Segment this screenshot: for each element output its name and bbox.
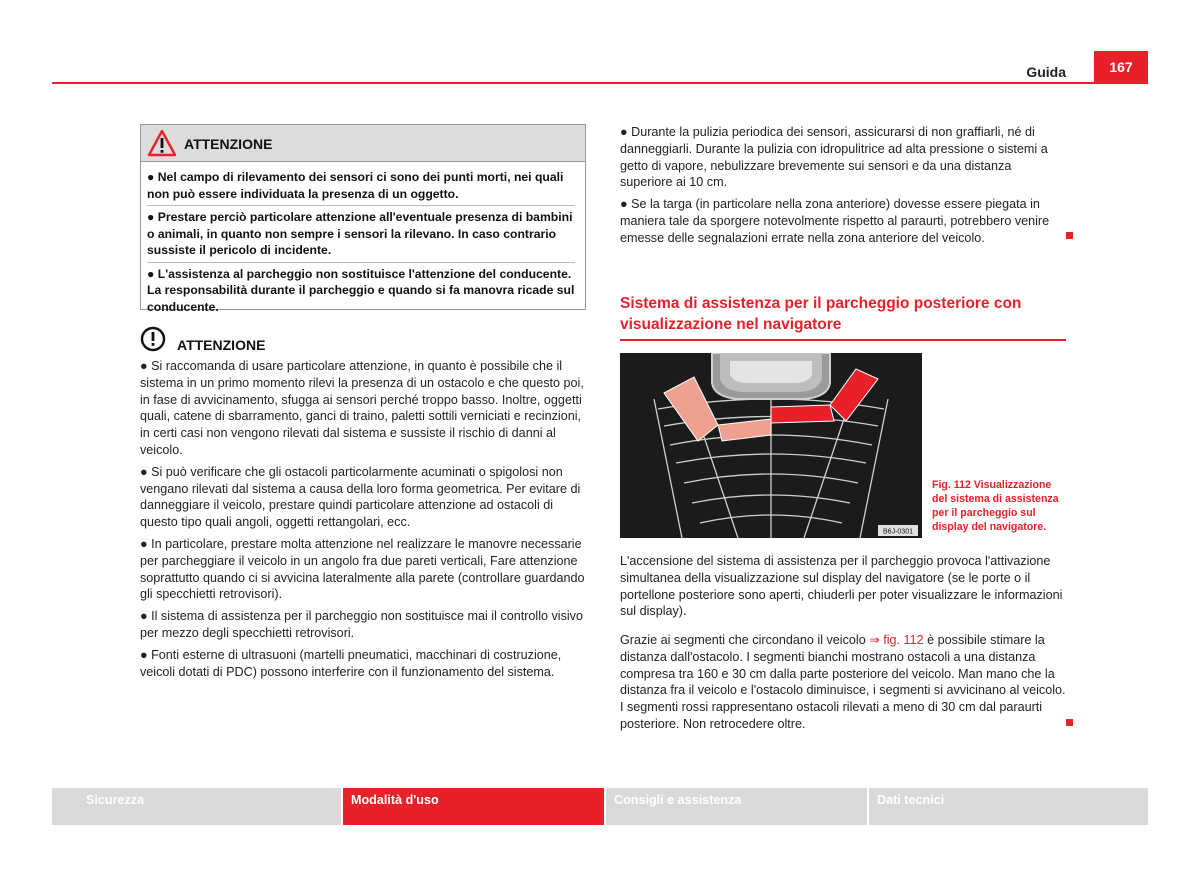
warning-item: ● L'assistenza al parcheggio non sostituisce l'attenzione del conducente. La responsabilità durante il parcheggio e quando si fa manovra ricade sul conducente.	[147, 266, 575, 314]
warning-box-header	[141, 125, 585, 162]
caution-item: ● Fonti esterne di ultrasuoni (martelli pneumatici, macchinari di costruzione, veicoli dotati di PDC) possono interferire con il funzionamento del sistema.	[140, 647, 562, 679]
exclamation-circle-icon	[140, 326, 166, 352]
figure-reference-link[interactable]: ⇒ fig. 112	[869, 633, 924, 647]
warning-box-body	[141, 162, 585, 318]
list-item: ● Se la targa (in particolare nella zona anteriore) dovesse essere piegata in maniera tale da sporgere notevolmente rispetto al paraurti, potrebbero venire emesse delle segnalazioni errate nella zona anteriore del veicolo.	[620, 197, 1050, 245]
list-item: ● Durante la pulizia periodica dei sensori, assicurarsi di non graffiarli, né di danneggiarli. Durante la pulizia con idropulitrice ad alta pressione o sistemi a getto di vapore, nebulizzare brevemente sui sensori e da una distanza superiore ai 10 cm.	[620, 125, 1048, 190]
warning-item: ● Prestare perciò particolare attenzione all'eventuale presenza di bambini o animali, in quanto non sempre i sensori la rilevano. In caso contrario sussiste il pericolo di incidente.	[147, 206, 575, 263]
paragraph	[620, 632, 1066, 733]
car-rear-icon	[712, 353, 830, 399]
page-number: 167	[1094, 51, 1148, 83]
figure-code: B6J-0301	[883, 528, 913, 536]
warning-item: ● Nel campo di rilevamento dei sensori ci sono dei punti morti, nei quali non può essere individuata la presenza di un oggetto.	[147, 166, 575, 206]
warning-triangle-icon	[147, 129, 177, 157]
section-heading: Sistema di assistenza per il parcheggio posteriore con visualizzazione nel navigatore	[620, 293, 1066, 341]
caution-item: ● In particolare, prestare molta attenzione nel realizzare le manovre necessarie per parcheggiare il veicolo in un angolo fra due pareti verticali, Fare attenzione soprattutto quando ci si avvicina lateralmente alla parete (controllare guardando gli specchietti retrovisori).	[140, 536, 585, 602]
paragraph-text: Grazie ai segmenti che circondano il veicolo	[620, 633, 870, 647]
parking-display-graphic	[620, 353, 922, 538]
parking-display-figure	[620, 353, 922, 538]
tab-consigli-assistenza[interactable]: Consigli e assistenza	[606, 788, 867, 825]
warning-box	[140, 124, 586, 314]
caution-item: ● Si può verificare che gli ostacoli particolarmente acuminati o spigolosi non vengano rilevati dal sistema a causa della loro forma geometrica. Per evitare di danneggiare il veicolo, prestare quindi particolare attenzione ad ostacoli di questo tipo quali angoli, oggetti rettangolari, ecc.	[140, 464, 581, 530]
caution-item: ● Si raccomanda di usare particolare attenzione, in quanto è possibile che il sistema in un primo momento rilevi la presenza di un ostacolo e che questo poi, in fase di avvicinamento, sfugga ai sensori perché troppo basso. Inoltre, oggetti quali, catene di sbarramento, ganci di traino, paletti sottili verniciati e recinzioni, in certi casi non vengono rilevati dal sistema e sussiste il rischio di danni al veicolo.	[140, 359, 584, 457]
tab-sicurezza[interactable]: Sicurezza	[52, 788, 341, 825]
header-rule	[52, 82, 1148, 84]
section-end-marker	[1066, 719, 1073, 726]
section-title: Guida	[1026, 64, 1066, 80]
segment-right-inner	[771, 405, 834, 423]
caution-item: ● Il sistema di assistenza per il parcheggio non sostituisce mai il controllo visivo per mezzo degli specchietti retrovisori.	[140, 609, 583, 640]
caution-header	[140, 326, 586, 353]
figure-caption: Fig. 112 Visualizzazione del sistema di assistenza per il parcheggio sul display del navigatore.	[932, 479, 1059, 533]
paragraph: L'accensione del sistema di assistenza per il parcheggio provoca l'attivazione simultanea della visualizzazione sul display del navigatore (se le porte o il portellone posteriore sono aperti, chiuderli per poter visualizzare le informazioni sul display).	[620, 554, 1063, 619]
warning-box-title: ATTENZIONE	[184, 136, 273, 152]
right-column-list	[620, 124, 1066, 252]
tab-modalita-uso[interactable]: Modalità d'uso	[343, 788, 604, 825]
section-end-marker	[1066, 232, 1073, 239]
caution-title: ATTENZIONE	[177, 337, 266, 353]
tab-dati-tecnici[interactable]: Dati tecnici	[869, 788, 1148, 825]
paragraph-text: è possibile stimare la distanza dall'ostacolo. I segmenti bianchi mostrano ostacoli a una distanza compresa tra 160 e 30 cm dalla parte posteriore del veicolo. Man mano che la distanza fra il veicolo e l'ostacolo diminuisce, i segmenti si avvicinano al veicolo. I segmenti rossi rappresentano ostacoli rilevati a meno di 30 cm dal paraurti posteriore. Non retrocedere oltre.	[620, 633, 1066, 731]
caution-list	[140, 358, 586, 685]
